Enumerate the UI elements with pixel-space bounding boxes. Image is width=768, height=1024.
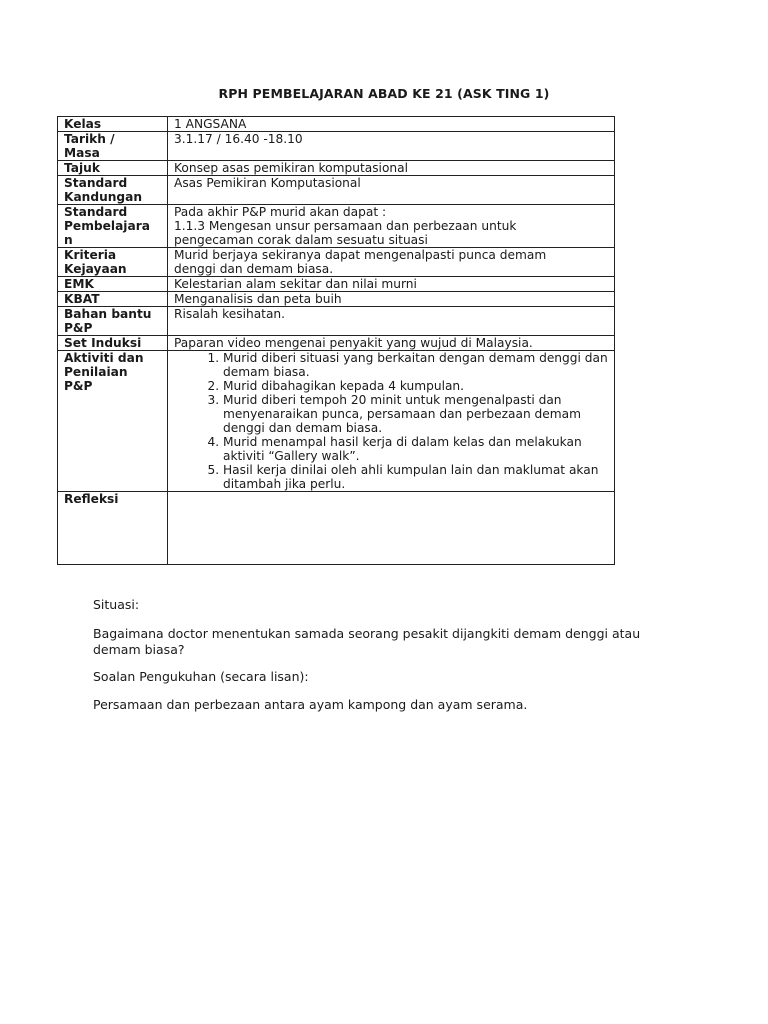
table-row-kelas	[58, 117, 615, 132]
soalan-label: Soalan Pengukuhan (secara lisan):	[93, 669, 309, 684]
table-row-emk	[58, 277, 615, 292]
table-row-standard-kandungan	[58, 176, 615, 205]
activity-item: 5. Hasil kerja dinilai oleh ahli kumpulan lain dan maklumat akan ditambah jika perlu.	[223, 463, 608, 491]
row-label-text: Refleksi	[64, 492, 119, 506]
row-value	[168, 176, 615, 205]
row-value	[168, 292, 615, 307]
row-value-text: 1 ANGSANA	[174, 117, 247, 131]
row-label-text: Bahan bantu P&P	[64, 307, 152, 335]
row-label-text: Aktiviti dan Penilaian P&P	[64, 351, 144, 393]
row-label	[58, 176, 168, 205]
row-label-text: Standard Pembelajara n	[64, 205, 150, 247]
activity-item: 1. Murid diberi situasi yang berkaitan dengan demam denggi dan demam biasa.	[223, 351, 608, 379]
row-label-text: EMK	[64, 277, 94, 291]
row-value-text: Asas Pemikiran Komputasional	[174, 176, 361, 190]
situasi-text: Bagaimana doctor menentukan samada seorang pesakit dijangkiti demam denggi atau demam biasa?	[93, 626, 641, 657]
row-value-text: Paparan video mengenai penyakit yang wujud di Malaysia.	[174, 336, 533, 350]
lesson-plan-table	[57, 116, 615, 565]
table-row-tajuk	[58, 161, 615, 176]
row-value-text: Menganalisis dan peta buih	[174, 292, 342, 306]
table-row-bahan-bantu	[58, 307, 615, 336]
activity-item: 2. Murid dibahagikan kepada 4 kumpulan.	[223, 379, 608, 393]
table-row-standard-pembelajaran	[58, 205, 615, 248]
table-row-aktiviti	[58, 351, 615, 492]
row-value	[168, 205, 615, 248]
row-label-text: Set Induksi	[64, 336, 142, 350]
table-row-tarikh	[58, 132, 615, 161]
row-label-text: Kriteria Kejayaan	[64, 248, 127, 276]
activities-cell	[168, 351, 615, 492]
row-label-text: Kelas	[64, 117, 102, 131]
row-label-text: Standard Kandungan	[64, 176, 143, 204]
row-label	[58, 248, 168, 277]
table-row-kriteria-kejayaan	[58, 248, 615, 277]
row-label	[58, 351, 168, 492]
row-label-text: Tarikh / Masa	[64, 132, 115, 160]
activity-item: 4. Murid menampal hasil kerja di dalam kelas dan melakukan aktiviti “Gallery walk”.	[223, 435, 608, 463]
row-label	[58, 132, 168, 161]
row-value-text: Kelestarian alam sekitar dan nilai murni	[174, 277, 417, 291]
row-value	[168, 132, 615, 161]
document-title: RPH PEMBELAJARAN ABAD KE 21 (ASK TING 1)	[218, 86, 550, 101]
row-label	[58, 492, 168, 565]
row-label	[58, 117, 168, 132]
row-value	[168, 161, 615, 176]
row-value-text: 3.1.17 / 16.40 -18.10	[174, 132, 303, 146]
row-label	[58, 205, 168, 248]
row-value-text: Risalah kesihatan.	[174, 307, 286, 321]
activities-list	[174, 351, 608, 491]
row-value	[168, 336, 615, 351]
table-row-refleksi	[58, 492, 615, 565]
soalan-text: Persamaan dan perbezaan antara ayam kampong dan ayam serama.	[93, 697, 528, 712]
row-label-text: Tajuk	[64, 161, 100, 175]
row-label-text: KBAT	[64, 292, 100, 306]
row-value	[168, 248, 615, 277]
row-value	[168, 117, 615, 132]
situasi-label: Situasi:	[93, 597, 140, 612]
row-value	[168, 307, 615, 336]
activity-item: 3. Murid diberi tempoh 20 minit untuk mengenalpasti dan menyenaraikan punca, persamaan dan perbezaan demam denggi dan demam biasa.	[223, 393, 608, 435]
row-label	[58, 292, 168, 307]
row-value-text: Pada akhir P&P murid akan dapat : 1.1.3 Mengesan unsur persamaan dan perbezaan untuk pengecaman corak dalam sesuatu situasi	[174, 205, 517, 247]
row-value-text: Konsep asas pemikiran komputasional	[174, 161, 408, 175]
row-value	[168, 277, 615, 292]
row-label	[58, 277, 168, 292]
row-label	[58, 307, 168, 336]
row-value-text: Murid berjaya sekiranya dapat mengenalpasti punca demam denggi dan demam biasa.	[174, 248, 547, 276]
table-row-kbat	[58, 292, 615, 307]
row-label	[58, 161, 168, 176]
reflection-value	[168, 492, 615, 565]
table-row-set-induksi	[58, 336, 615, 351]
row-label	[58, 336, 168, 351]
